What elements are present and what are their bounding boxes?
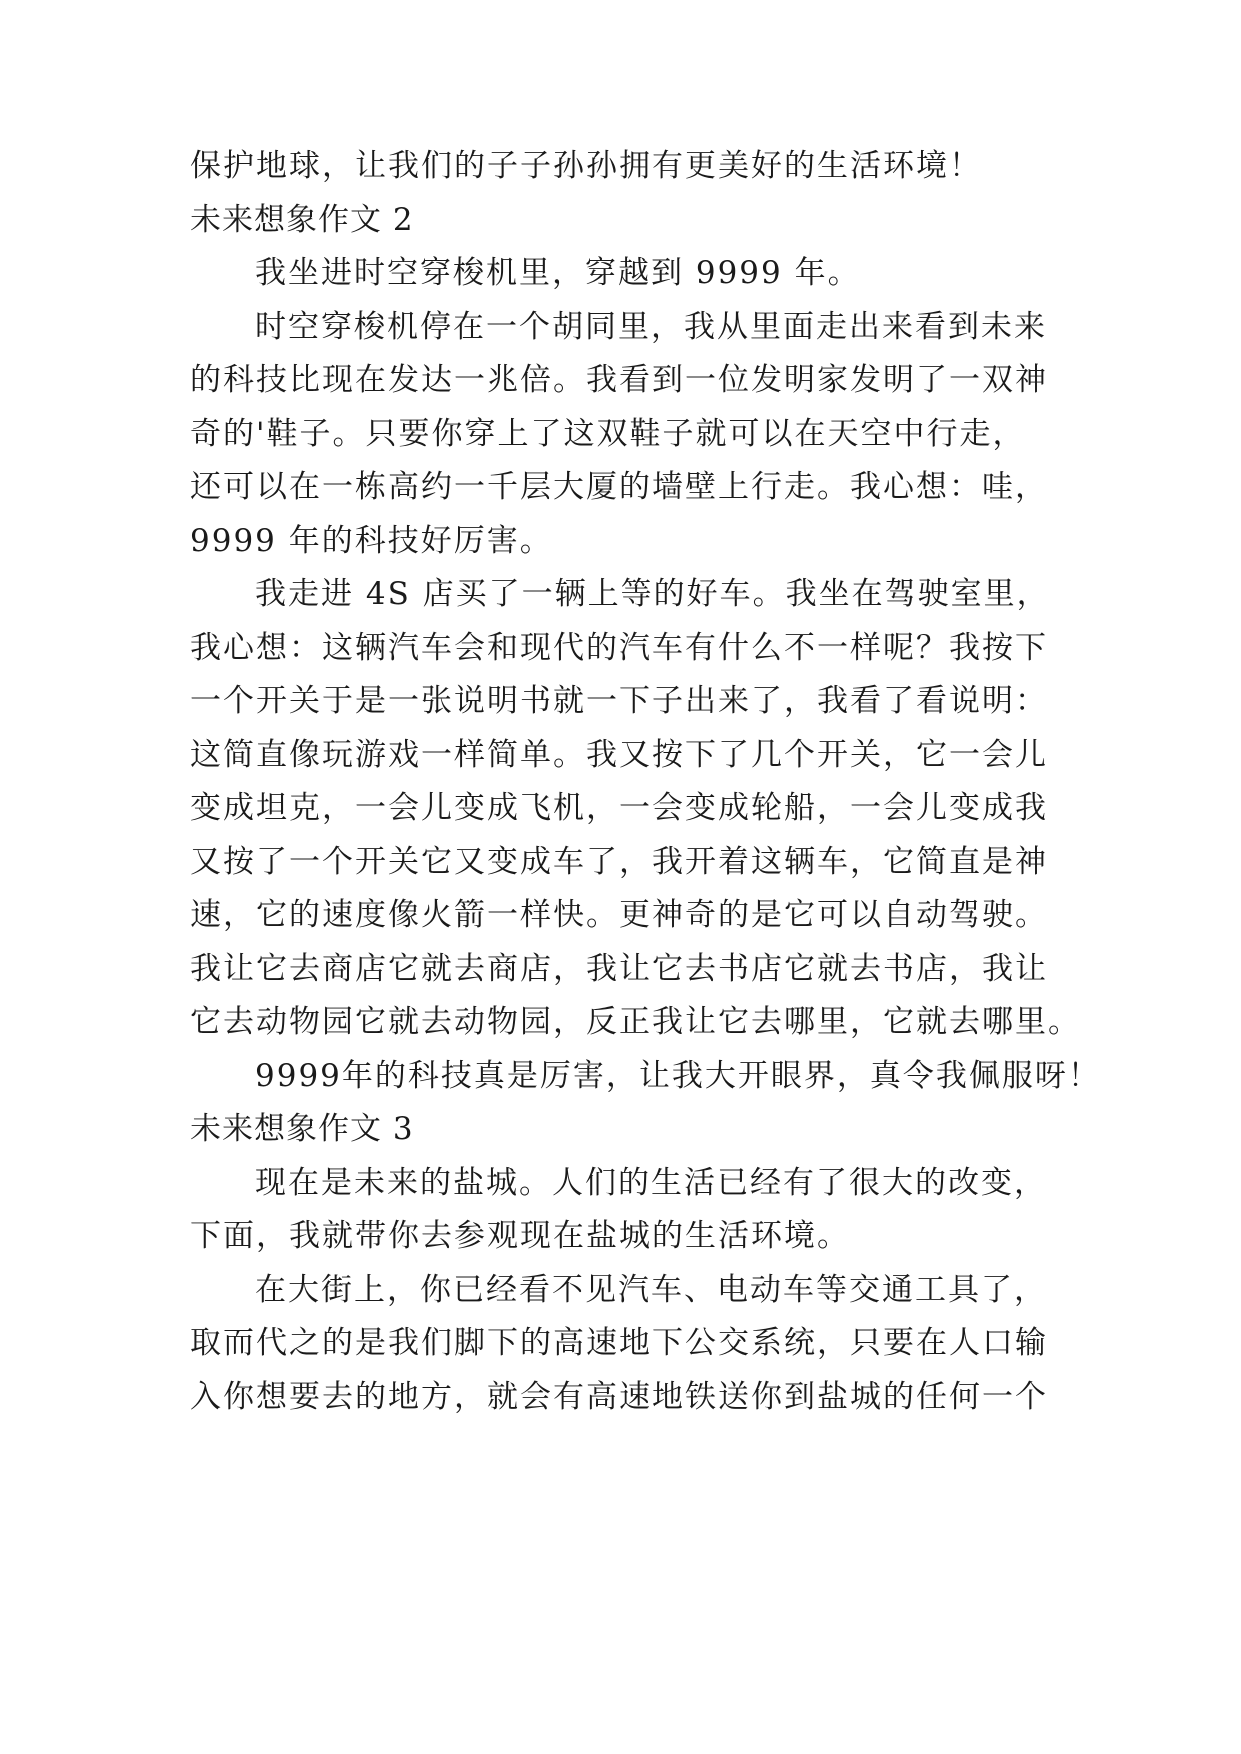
text-line: 现在是未来的盐城。人们的生活已经有了很大的改变， <box>255 1165 1047 1201</box>
section-heading: 未来想象作文 3 <box>190 1111 414 1147</box>
text-line: 我走进 4S 店买了一辆上等的好车。我坐在驾驶室里， <box>255 576 1050 612</box>
text-line: 奇的'鞋子。只要你穿上了这双鞋子就可以在天空中行走， <box>190 416 1026 452</box>
text-line: 我坐进时空穿梭机里，穿越到 9999 年。 <box>255 255 861 291</box>
text-line: 一个开关于是一张说明书就一下子出来了，我看了看说明： <box>190 683 1048 719</box>
text-line: 还可以在一栋高约一千层大厦的墙壁上行走。我心想：哇， <box>190 469 1048 505</box>
text-line: 我心想：这辆汽车会和现代的汽车有什么不一样呢？我按下 <box>190 630 1048 666</box>
text-line: 它去动物园它就去动物园，反正我让它去哪里，它就去哪里。 <box>190 1004 1081 1040</box>
text-line: 时空穿梭机停在一个胡同里，我从里面走出来看到未来 <box>255 309 1047 345</box>
text-line: 的科技比现在发达一兆倍。我看到一位发明家发明了一双神 <box>190 362 1048 398</box>
text-line: 又按了一个开关它又变成车了，我开着这辆车，它简直是神 <box>190 844 1048 880</box>
text-line: 我让它去商店它就去商店，我让它去书店它就去书店，我让 <box>190 951 1048 987</box>
text-line: 取而代之的是我们脚下的高速地下公交系统，只要在人口输 <box>190 1325 1048 1361</box>
text-line: 在大街上，你已经看不见汽车、电动车等交通工具了， <box>255 1272 1047 1308</box>
text-line: 下面，我就带你去参观现在盐城的生活环境。 <box>190 1218 850 1254</box>
section-heading: 未来想象作文 2 <box>190 202 414 238</box>
text-line: 变成坦克，一会儿变成飞机，一会变成轮船，一会儿变成我 <box>190 790 1048 826</box>
text-line: 入你想要去的地方，就会有高速地铁送你到盐城的任何一个 <box>190 1379 1048 1415</box>
text-line: 这简直像玩游戏一样简单。我又按下了几个开关，它一会儿 <box>190 737 1048 773</box>
text-line: 速，它的速度像火箭一样快。更神奇的是它可以自动驾驶。 <box>190 897 1048 933</box>
text-line: 保护地球，让我们的子子孙孙拥有更美好的生活环境！ <box>190 148 982 184</box>
text-line: 9999 年的科技好厉害。 <box>190 523 553 559</box>
text-line: 9999年的科技真是厉害，让我大开眼界，真令我佩服呀！ <box>255 1058 1101 1094</box>
